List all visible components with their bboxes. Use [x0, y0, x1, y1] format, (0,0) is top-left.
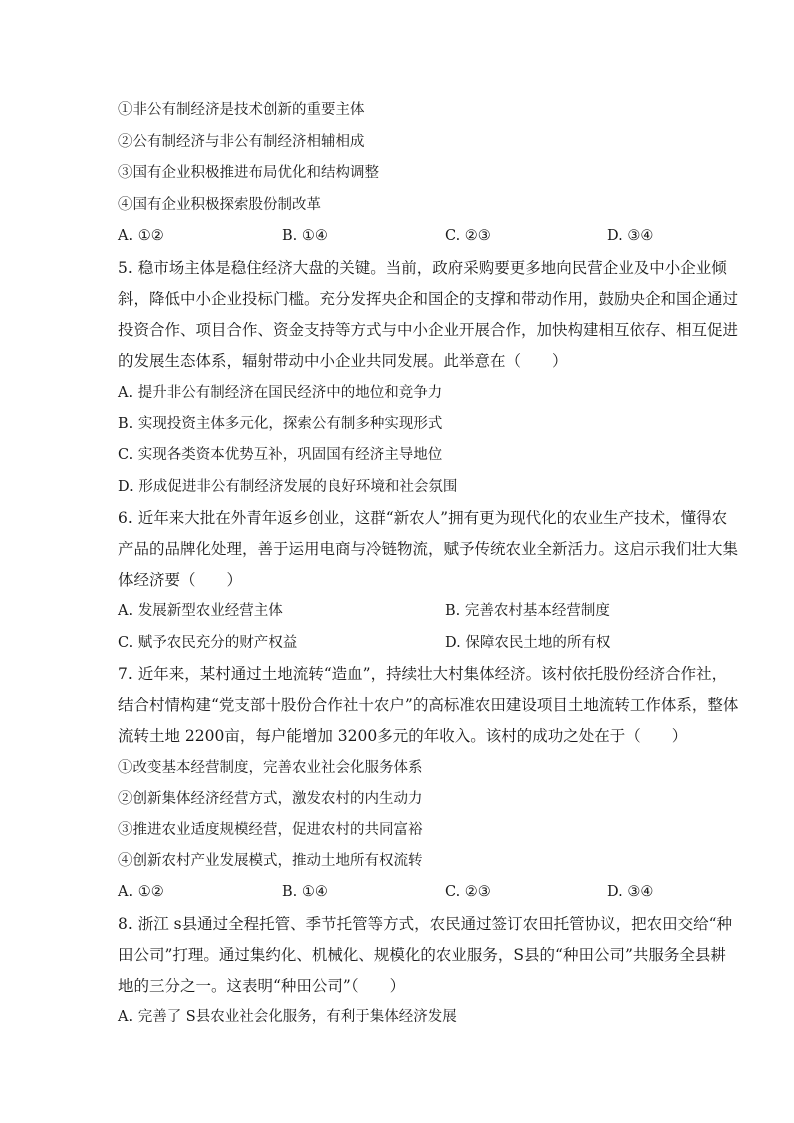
- q7-statement-4: ④创新农村产业发展模式，推动土地所有权流转: [118, 853, 423, 869]
- q6-stem-line-2: 产品的品牌化处理，善于运用电商与冷链物流，赋予传统农业全新活力。这启示我们壮大集: [118, 540, 739, 558]
- q6-option-c: C. 赋予农民充分的财产权益: [118, 635, 298, 651]
- q7-stem-line-1: 7. 近年来，某村通过土地流转“造血”，持续壮大村集体经济。该村依托股份经济合作社，: [118, 665, 728, 683]
- q6-stem-line-3: 体经济要（ ）: [118, 571, 243, 589]
- q5-option-a: A. 提升非公有制经济在国民经济中的地位和竞争力: [118, 385, 443, 401]
- q7-statement-1: ①改变基本经营制度，完善农业社会化服务体系: [118, 760, 423, 776]
- q4-statement-1: ①非公有制经济是技术创新的重要主体: [118, 102, 365, 118]
- q8-stem-line-1: 8. 浙江 s县通过全程托管、季节托管等方式，农民通过签订农田托管协议，把农田交给“种: [118, 915, 733, 933]
- q6-option-d: D. 保障农民土地的所有权: [445, 635, 611, 651]
- q5-option-d: D. 形成促进非公有制经济发展的良好环境和社会氛围: [118, 479, 458, 495]
- q7-statement-3: ③推进农业适度规模经营，促进农村的共同富裕: [118, 822, 423, 838]
- q7-option-a: A. ①②: [118, 884, 164, 900]
- q5-stem-line-3: 投资合作、项目合作、资金支持等方式与中小企业开展合作，加快构建相互依存、相互促进: [118, 321, 739, 339]
- q5-option-c: C. 实现各类资本优势互补，巩固国有经济主导地位: [118, 447, 443, 463]
- q8-stem-line-2: 田公司”打理。通过集约化、机械化、规模化的农业服务，S县的“种田公司”共服务全县耕: [118, 946, 726, 964]
- q8-option-a: A. 完善了 S县农业社会化服务，有利于集体经济发展: [118, 1009, 457, 1025]
- q8-stem-line-3: 地的三分之一。这表明“种田公司”（ ）: [118, 977, 406, 995]
- q7-option-b: B. ①④: [282, 884, 328, 900]
- q6-option-a: A. 发展新型农业经营主体: [118, 603, 283, 619]
- q4-statement-3: ③国有企业积极推进布局优化和结构调整: [118, 165, 379, 181]
- q4-option-c: C. ②③: [445, 228, 491, 244]
- q5-stem-line-2: 斜，降低中小企业投标门槛。充分发挥央企和国企的支撑和带动作用，鼓励央企和国企通过: [118, 290, 739, 308]
- q7-statement-2: ②创新集体经济经营方式，激发农村的内生动力: [118, 791, 423, 807]
- q5-stem-line-1: 5. 稳市场主体是稳住经济大盘的关键。当前，政府采购要更多地向民营企业及中小企业倾: [118, 259, 727, 277]
- q4-option-d: D. ③④: [607, 228, 654, 244]
- q4-option-a: A. ①②: [118, 228, 164, 244]
- q7-stem-line-2: 结合村情构建“党支部十股份合作社十农户”的高标准农田建设项目土地流转工作体系，整体: [118, 696, 739, 714]
- q6-stem-line-1: 6. 近年来大批在外青年返乡创业，这群“新农人”拥有更为现代化的农业生产技术，懂得农: [118, 509, 728, 527]
- q4-option-b: B. ①④: [282, 228, 328, 244]
- q5-stem-line-4: 的发展生态体系，辐射带动中小企业共同发展。此举意在（ ）: [118, 352, 568, 370]
- q7-option-d: D. ③④: [607, 884, 654, 900]
- q7-option-c: C. ②③: [445, 884, 491, 900]
- q4-statement-4: ④国有企业积极探索股份制改革: [118, 197, 321, 213]
- q6-option-b: B. 完善农村基本经营制度: [445, 603, 610, 619]
- q5-option-b: B. 实现投资主体多元化，探索公有制多种实现形式: [118, 416, 443, 432]
- q4-statement-2: ②公有制经济与非公有制经济相辅相成: [118, 134, 365, 150]
- q7-stem-line-3: 流转土地 2200亩，每户能增加 3200多元的年收入。该村的成功之处在于（ ）: [118, 727, 688, 745]
